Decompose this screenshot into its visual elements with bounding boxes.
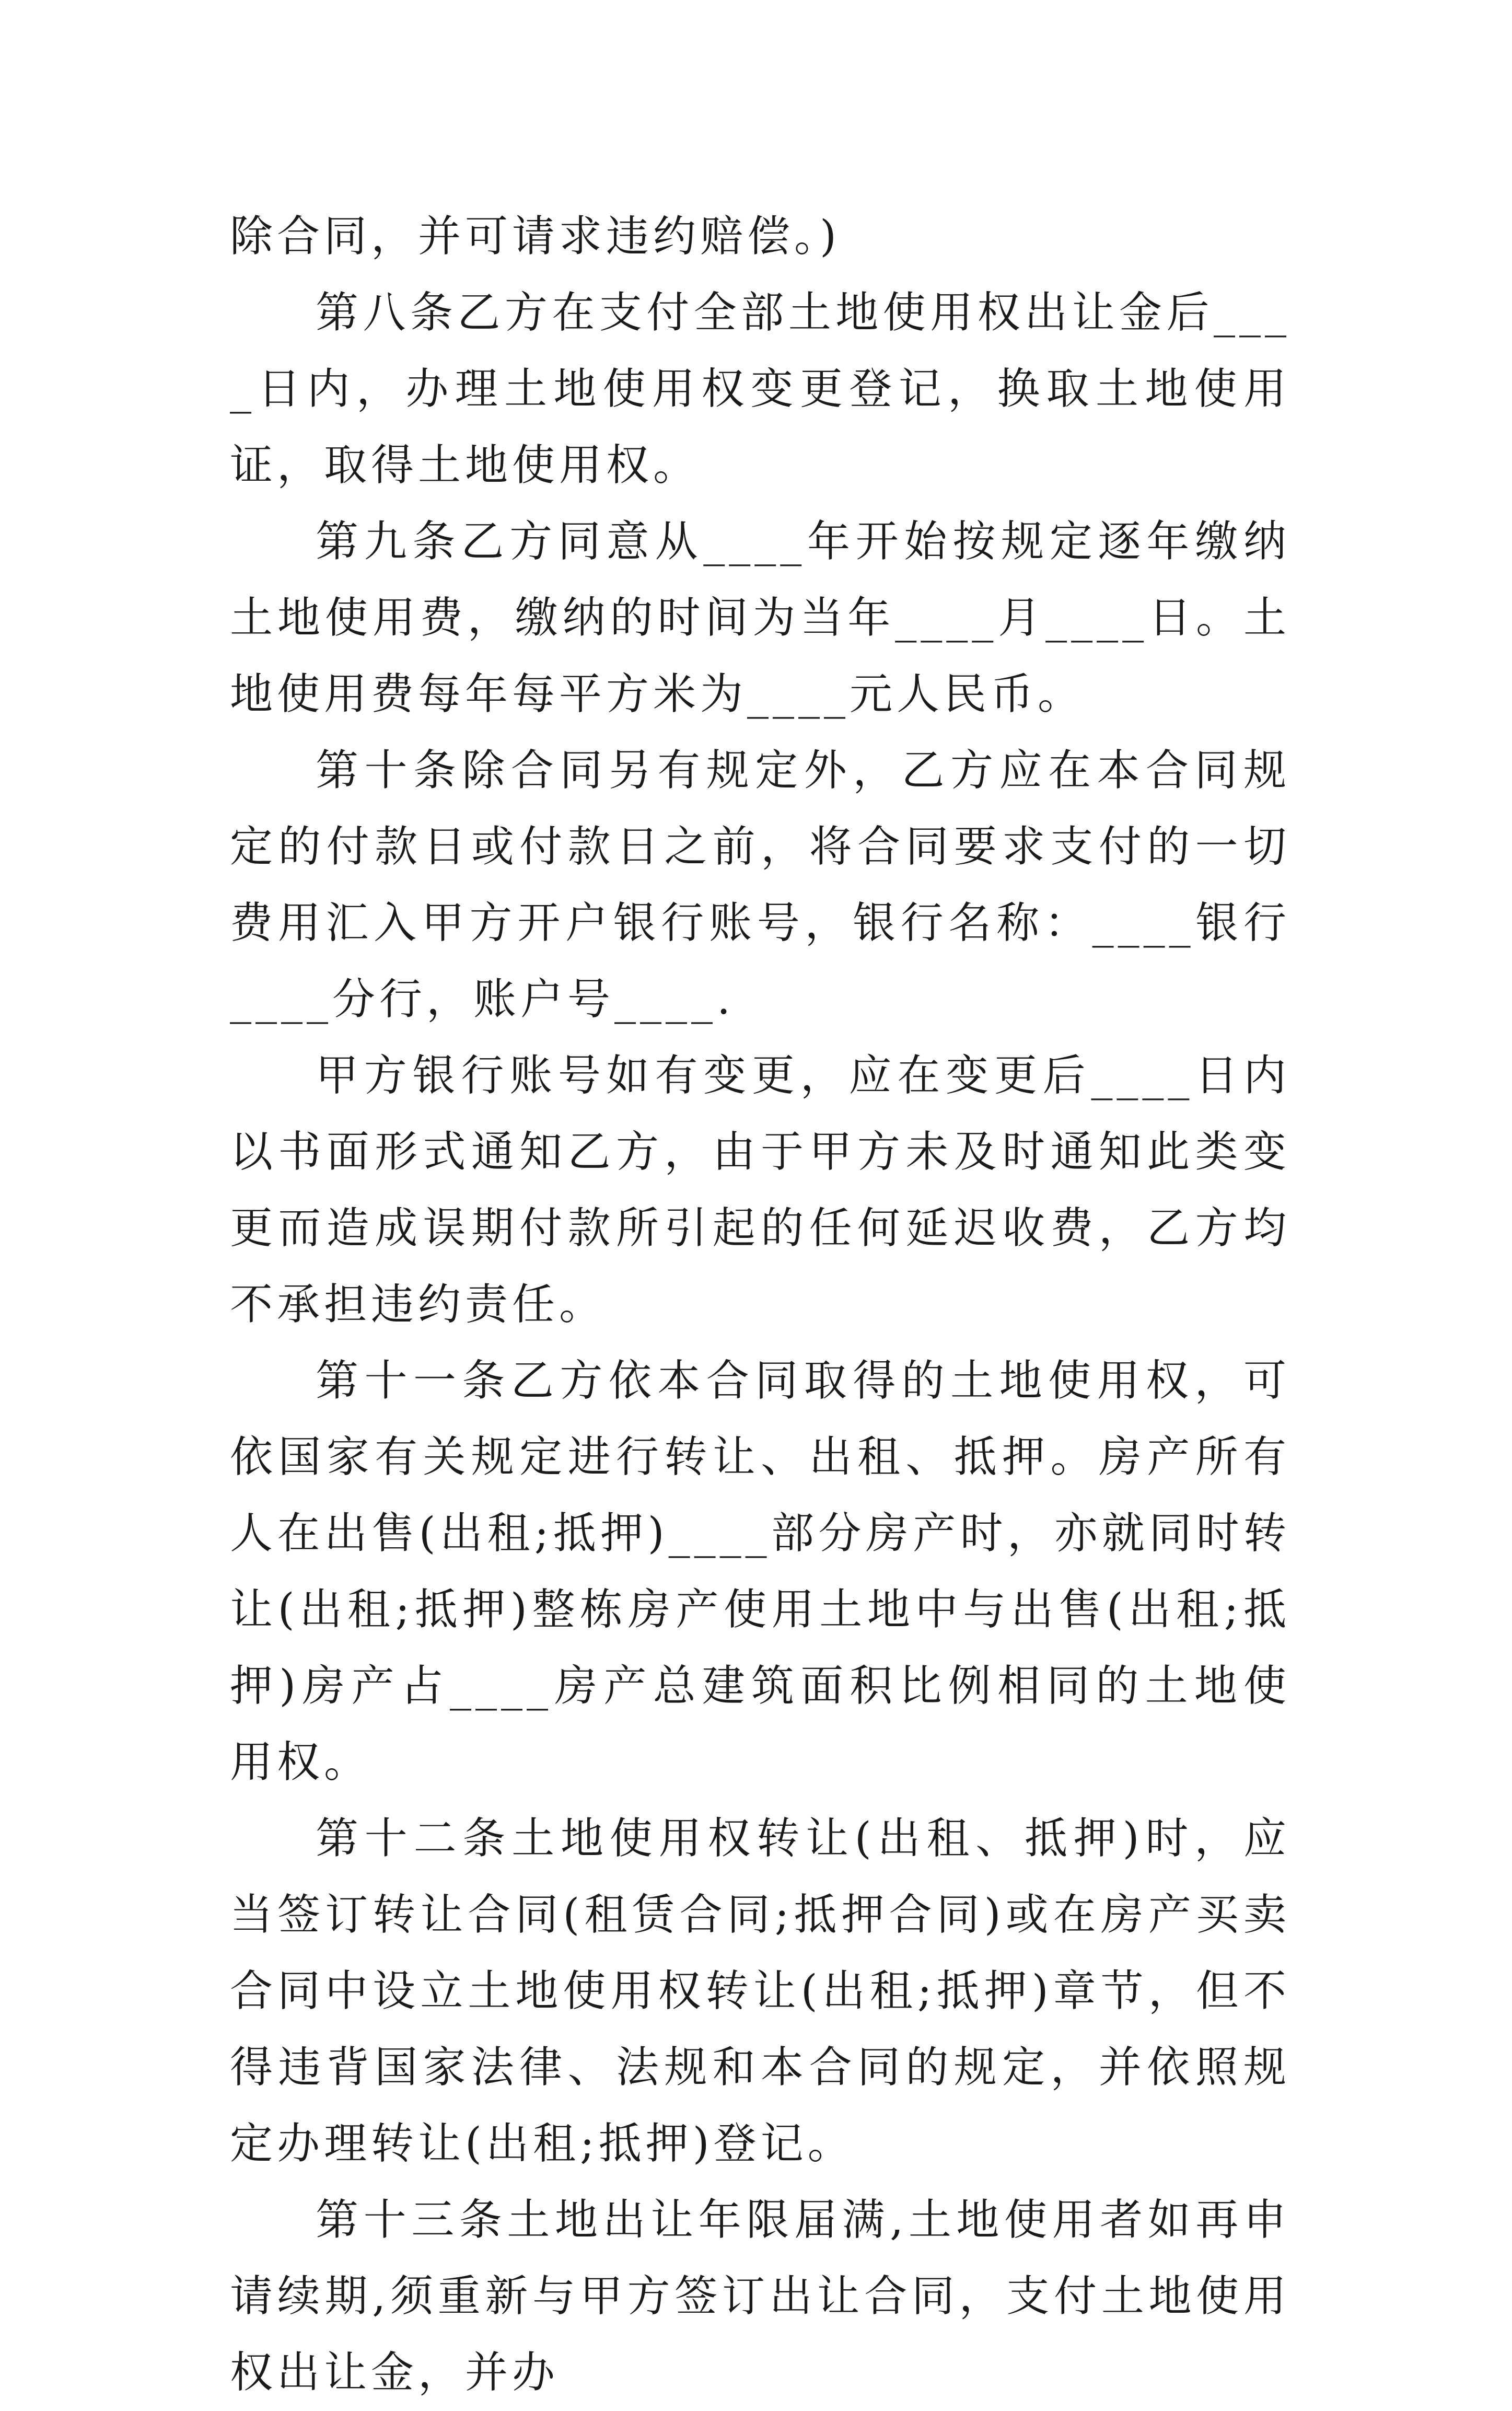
- paragraph-article-9: 第九条乙方同意从____年开始按规定逐年缴纳土地使用费，缴纳的时间为当年____月____日。土地使用费每年每平方米为____元人民币。: [230, 517, 1290, 719]
- paragraph-bank-change: 甲方银行账号如有变更，应在变更后____日内以书面形式通知乙方，由于甲方未及时通知此类变更而造成误期付款所引起的任何延迟收费，乙方均不承担违约责任。: [230, 1051, 1290, 1329]
- paragraph-article-12: 第十二条土地使用权转让(出租、抵押)时，应当签订转让合同(租赁合同;抵押合同)或在房产买卖合同中设立土地使用权转让(出租;抵押)章节，但不得违背国家法律、法规和本合同的规定，并依照规定办理转让(出租;抵押)登记。: [230, 1814, 1290, 2169]
- paragraph-article-8: 第八条乙方在支付全部土地使用权出让金后____日内，办理土地使用权变更登记，换取土地使用证，取得土地使用权。: [230, 288, 1290, 490]
- paragraph-article-13: 第十三条土地出让年限届满,土地使用者如再申请续期,须重新与甲方签订出让合同，支付土地使用权出让金，并办: [230, 2195, 1290, 2397]
- document-body: [230, 199, 1290, 2411]
- paragraph-article-11: 第十一条乙方依本合同取得的土地使用权，可依国家有关规定进行转让、出租、抵押。房产所有人在出售(出租;抵押)____部分房产时，亦就同时转让(出租;抵押)整栋房产使用土地中与出售(出租;抵押)房产占____房产总建筑面积比例相同的土地使用权。: [230, 1356, 1290, 1787]
- paragraph-continuation: 除合同，并可请求违约赔偿。): [230, 212, 841, 261]
- paragraph-article-10: 第十条除合同另有规定外，乙方应在本合同规定的付款日或付款日之前，将合同要求支付的一切费用汇入甲方开户银行账号，银行名称：____银行____分行，账户号____.: [230, 746, 1290, 1024]
